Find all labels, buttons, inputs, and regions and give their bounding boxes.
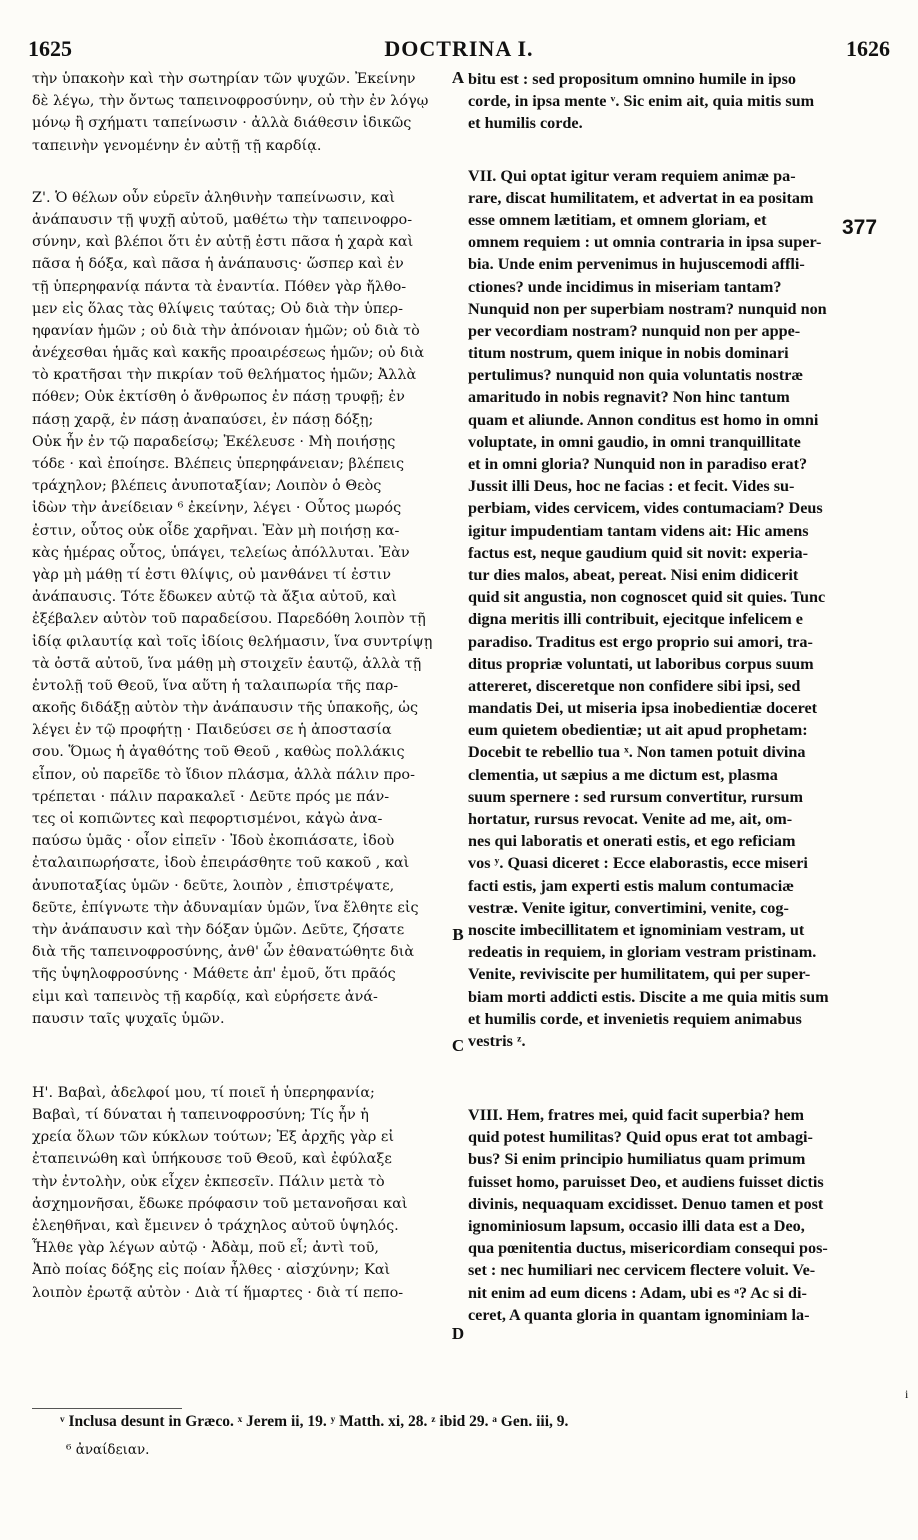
text-line: redeatis in requiem, in gloriam vestram pristinam. bbox=[468, 943, 817, 962]
text-line: Jussit illi Deus, hoc ne facias : et fecit. Vides su- bbox=[468, 477, 795, 496]
text-line: ceret, A quanta gloria in quantam ignominiam la- bbox=[468, 1305, 810, 1324]
text-line: bia. Unde enim pervenimus in hujuscemodi affli- bbox=[468, 255, 805, 274]
text-line: noscite imbecillitatem et ignominiam vestram, ut bbox=[468, 920, 805, 939]
section-marker-c: C bbox=[451, 1036, 465, 1055]
text-line: Βαβαὶ, τί δύναται ἡ ταπεινοφροσύνη; Τίς ἦν ἡ bbox=[32, 1107, 369, 1124]
paragraph-gap bbox=[468, 135, 888, 165]
text-line: ἐταλαιπωρήσατε, ἰδοὺ ἐπειράσθητε τοῦ κακοῦ , καὶ bbox=[32, 855, 410, 872]
footnote-rule bbox=[32, 1408, 182, 1409]
text-line: digna meritis illi contribuit, ejecitque infelicem e bbox=[468, 610, 803, 629]
text-line: amaritudo in nobis regnavit? Non hinc tantum bbox=[468, 388, 790, 407]
text-line: bus? Si enim principio humiliatus quam primum bbox=[468, 1150, 806, 1169]
text-line: rare, discat humilitatem, et advertat in ea positam bbox=[468, 188, 814, 207]
text-line: biam morti addicti estis. Discite a me quia mitis sum bbox=[468, 987, 829, 1006]
page-number-right: 1626 bbox=[846, 36, 890, 61]
text-line: vos ʸ. Quasi diceret : Ecce elaborastis, ecce miseri bbox=[468, 854, 808, 873]
text-line: μόνῳ ἢ σχήματι ταπείνωσιν · ἀλλὰ διάθεσιν ἰδικῶς bbox=[32, 115, 412, 132]
text-line: τῆς ὑψηλοφροσύνης · Μάθετε ἀπ' ἐμοῦ, ὅτι πρᾶός bbox=[32, 966, 396, 983]
text-line: σου. Ὅμως ἡ ἀγαθότης τοῦ Θεοῦ , καθὼς πολλάκις bbox=[32, 744, 405, 761]
text-line: Docebit te rebellio tua ˣ. Non tamen potuit divina bbox=[468, 743, 806, 762]
text-line: μεν εἰς ὅλας τὰς θλίψεις ταύτας; Οὐ διὰ τὴν ὑπερ- bbox=[32, 300, 403, 317]
paragraph-gap bbox=[468, 1052, 888, 1104]
paragraph-gap bbox=[32, 157, 444, 187]
text-line: τὸ κρατῆσαι τὴν πικρίαν τοῦ θελήματος ἡμῶν; Ἀλλὰ bbox=[32, 367, 417, 384]
text-line: ταπεινὴν γενομένην ἐν αὐτῇ τῇ καρδίᾳ. bbox=[32, 137, 322, 154]
text-line: πάσῃ χαρᾷ, ἐν πάσῃ ἀναπαύσει, ἐν πάσῃ δόξῃ; bbox=[32, 411, 374, 428]
text-line: γὰρ μὴ μάθῃ τί ἐστι θλίψις, οὐ μανθάνει τί ἐστιν bbox=[32, 566, 391, 583]
text-line: τῇ ὑπερηφανίᾳ πάντα τὰ ἐναντία. Πόθεν γὰρ ἤλθο- bbox=[32, 278, 407, 295]
section-marker-a: A bbox=[451, 68, 465, 87]
text-line: τὴν ἐντολὴν, οὐκ εἶχεν ἐκπεσεῖν. Πάλιν μετὰ τὸ bbox=[32, 1173, 385, 1190]
text-line: λέγει ἐν τῷ προφήτῃ · Παιδεύσει σε ἡ ἀποστασία bbox=[32, 722, 392, 739]
text-line: ἐταπεινώθη καὶ ὑπήκουσε τοῦ Θεοῦ, καὶ ἐφύλαξε bbox=[32, 1151, 392, 1168]
text-line: ἐλεηθῆναι, καὶ ἔμεινεν ὁ τράχηλος αὐτοῦ ὑψηλός. bbox=[32, 1218, 399, 1234]
text-line: clementia, ut sæpius a me dictum est, plasma bbox=[468, 765, 778, 784]
text-line: eum quietem obedientiæ; ut ait apud prophetam: bbox=[468, 721, 808, 740]
text-line: Ζ'. Ὁ θέλων οὖν εὑρεῖν ἀληθινὴν ταπείνωσιν, καὶ bbox=[32, 189, 396, 206]
text-line: divinis, nequaquam excidisset. Denuo tamen et post bbox=[468, 1194, 824, 1213]
text-line: esse omnem lætitiam, et omnem gloriam, et bbox=[468, 210, 767, 229]
latin-column bbox=[468, 68, 888, 1326]
text-line: et in omni gloria? Nunquid non in paradiso erat? bbox=[468, 455, 808, 473]
text-line: quid potest humilitas? Quid opus erat tot ambagi- bbox=[468, 1128, 813, 1147]
running-title: DOCTRINA I. bbox=[384, 36, 534, 61]
text-line: igitur impudentiam tantam videns ait: Hic amens bbox=[468, 521, 809, 540]
text-line: tur dies malos, abeat, pereat. Nisi enim didicerit bbox=[468, 565, 799, 584]
text-line: paradiso. Traditus est ergo proprio sui amori, tra- bbox=[468, 632, 813, 651]
text-line: perbiam, vides cervicem, vides contumaciam? Deus bbox=[468, 499, 823, 518]
text-line: et humilis corde. bbox=[468, 114, 583, 133]
text-line: titum nostrum, quem inique in nobis dominari bbox=[468, 344, 789, 363]
text-line: attereret, disceretque non confidere sibi ipsi, sed bbox=[468, 676, 801, 695]
text-line: VIII. Hem, fratres mei, quid facit superbia? hem bbox=[468, 1106, 805, 1125]
text-line: τὴν ἀνάπαυσιν καὶ τὴν δόξαν ὑμῶν. Δεῦτε, ζήσατε bbox=[32, 921, 405, 938]
text-line: ἐντολῇ τοῦ Θεοῦ, ἵνα αὕτη ἡ ταλαιπωρία τῆς παρ- bbox=[32, 677, 399, 694]
text-line: πᾶσα ἡ δόξα, καὶ πᾶσα ἡ ἀνάπαυσις· ὥσπερ καὶ ἐν bbox=[32, 256, 404, 273]
text-line: vestris ᶻ. bbox=[468, 1031, 526, 1050]
text-line: hortatur, rursus revocat. Venite ad me, ait, om- bbox=[468, 810, 793, 828]
text-line: quid sit angustia, non cognoscet quid sit quies. Tunc bbox=[468, 588, 826, 607]
text-line: τες οἱ κοπιῶντες καὶ πεφορτισμένοι, κἀγὼ ἀνα- bbox=[32, 811, 383, 827]
text-line: λοιπὸν ἐρωτᾷ αὐτὸν · Διὰ τί ἥμαρτες · διὰ τί πεπο- bbox=[32, 1284, 404, 1301]
footnotes-latin: ᵛ Inclusa desunt in Græco. ˣ Jerem ii, 19. ʸ Matth. xi, 28. ᶻ ibid 29. ᵃ Gen. iii, 9. bbox=[60, 1413, 569, 1430]
text-line: ignominiosum lapsum, occasio illi data est a Deo, bbox=[468, 1217, 805, 1235]
text-line: ἰδὼν τὴν ἀνείδειαν ⁶ ἐκείνην, λέγει · Οὗτος μωρός bbox=[32, 500, 402, 517]
text-line: mandatis Dei, ut miseria ipsa inobedientiæ doceret bbox=[468, 699, 818, 718]
text-line: δεῦτε, ἐπίγνωτε τὴν ἀδυναμίαν ὑμῶν, ἵνα ἔλθητε εἰς bbox=[32, 899, 419, 916]
text-line: qua pœnitentia ductus, misericordiam consequi pos- bbox=[468, 1239, 828, 1258]
text-line: et humilis corde, et invenietis requiem animabus bbox=[468, 1009, 802, 1028]
text-line: ἐστιν, οὗτος οὐκ οἶδε χαρῆναι. Ἐὰν μὴ ποιήσῃ κα- bbox=[32, 522, 400, 539]
text-line: κὰς ἡμέρας οὗτος, ὑπάγει, τελείως ἀπόλλυται. Ἐὰν bbox=[32, 544, 410, 561]
text-line: voluptate, in omni gaudio, in omni tranquillitate bbox=[468, 432, 801, 451]
text-line: Ἀπὸ ποίας δόξης εἰς ποίαν ἦλθες · αἰσχύνην; Καὶ bbox=[32, 1262, 391, 1279]
text-line: nes qui laboratis et onerati estis, et ego reficiam bbox=[468, 832, 796, 851]
text-line: πόθεν; Οὐκ ἐκτίσθη ὁ ἄνθρωπος ἐν πάσῃ τρυφῇ; ἐν bbox=[32, 389, 405, 406]
text-line: ctiones? unde incidimus in miseriam tantam? bbox=[468, 277, 782, 296]
section-marker-b: B bbox=[452, 925, 464, 944]
text-line: εἶπον, οὐ παρεῖδε τὸ ἴδιον πλάσμα, ἀλλὰ πάλιν προ- bbox=[32, 766, 415, 783]
footnote-greek: ⁶ ἀναίδειαν. bbox=[66, 1442, 150, 1458]
text-line: per vecordiam nostram? nunquid non per appe- bbox=[468, 321, 801, 340]
text-line: δὲ λέγω, τὴν ὄντως ταπεινοφροσύνην, οὐ τὴν ἐν λόγῳ bbox=[32, 93, 429, 110]
text-line: suum spernere : sed rursum convertitur, rursum bbox=[468, 787, 803, 806]
text-line: factus est, neque gaudium quid sit novit: experia- bbox=[468, 543, 808, 562]
text-line: ακοῆς διδάξῃ αὐτὸν τὴν ἀνάπαυσιν τῆς ὑπακοῆς, ὡς bbox=[32, 700, 419, 717]
text-line: παυσιν ταῖς ψυχαῖς ὑμῶν. bbox=[32, 1010, 225, 1027]
text-line: ἀνάπαυσιν τῇ ψυχῇ αὐτοῦ, μαθέτω τὴν ταπεινοφρο- bbox=[32, 211, 413, 228]
text-line: quam et aliunde. Annon conditus est homo in omni bbox=[468, 410, 819, 429]
text-line: σύνην, καὶ βλέποι ὅτι ἐν αὐτῇ ἐστι πᾶσα ἡ χαρὰ καὶ bbox=[32, 234, 414, 251]
text-line: χρεία ὅλων τῶν κύκλων τούτων; Ἐξ ἀρχῆς γὰρ εἰ bbox=[32, 1129, 394, 1146]
text-line: omnem requiem : ut omnia contraria in ipsa super- bbox=[468, 233, 822, 252]
text-line: corde, in ipsa mente ᵛ. Sic enim ait, quia mitis sum bbox=[468, 92, 815, 111]
text-line: ηφανίαν ἡμῶν ; οὐ διὰ τὴν ἀπόνοιαν ἡμῶν; οὐ διὰ τὸ bbox=[32, 322, 420, 339]
text-line: Venite, reviviscite per humilitatem, qui per super- bbox=[468, 965, 811, 984]
text-line: τόδε · καὶ ἐποίησε. Βλέπεις ὑπερηφάνειαν; βλέπεις bbox=[32, 456, 405, 472]
text-line: bitu est : sed propositum omnino humile in ipso bbox=[468, 70, 797, 88]
page-number-left: 1625 bbox=[28, 36, 72, 61]
text-line: ἀνάπαυσις. Τότε ἔδωκεν αὐτῷ τὰ ἄξια αὐτοῦ, καὶ bbox=[32, 589, 397, 606]
column-number: 377 bbox=[842, 216, 878, 239]
text-line: παύσω ὑμᾶς · οἷον εἰπεῖν · Ἰδοὺ ἐκοπιάσατε, ἰδοὺ bbox=[32, 833, 395, 850]
text-line: ἰδίᾳ φιλαυτίᾳ καὶ τοῖς ἰδίοις θελήμασιν, ἵνα συντρίψῃ bbox=[32, 633, 433, 650]
text-line: ἀσχημονῆσαι, ἔδωκε πρόφασιν τοῦ μετανοῆσαι καὶ bbox=[32, 1195, 408, 1212]
text-line: pertulimus? nunquid non quia voluntatis nostræ bbox=[468, 366, 804, 385]
text-line: VII. Qui optat igitur veram requiem animæ pa- bbox=[468, 166, 796, 185]
text-line: Nunquid non per superbiam nostram? nunquid non bbox=[468, 299, 827, 318]
margin-mark: i bbox=[905, 1387, 909, 1401]
text-line: Η'. Βαβαὶ, ἀδελφοί μου, τί ποιεῖ ἡ ὑπερηφανία; bbox=[32, 1084, 375, 1101]
text-line: τὰ ὀστᾶ αὐτοῦ, ἵνα μάθῃ μὴ στοιχεῖν ἑαυτῷ, ἀλλὰ τῇ bbox=[32, 655, 422, 672]
text-line: τὴν ὑπακοὴν καὶ τὴν σωτηρίαν τῶν ψυχῶν. Ἐκείνην bbox=[32, 71, 416, 87]
text-line: ditus propriæ voluntati, ut laboribus corpus suum bbox=[468, 654, 814, 673]
text-line: set : nec humiliari nec cervicem flectere voluit. Ve- bbox=[468, 1261, 816, 1280]
text-line: fuisset homo, paruisset Deo, et audiens fuisset dictis bbox=[468, 1172, 824, 1191]
text-line: Οὐκ ἦν ἐν τῷ παραδείσῳ; Ἐκέλευσε · Μὴ ποιήσῃς bbox=[32, 433, 396, 450]
paragraph-gap bbox=[32, 1030, 444, 1082]
text-line: nit enim ad eum dicens : Adam, ubi es ᵃ? Ac si di- bbox=[468, 1283, 807, 1302]
text-line: ἐξέβαλεν αὐτὸν τοῦ παραδείσου. Παρεδόθη λοιπὸν τῇ bbox=[32, 611, 426, 628]
text-line: ἀνυποταξίας ὑμῶν · δεῦτε, λοιπὸν , ἐπιστρέψατε, bbox=[32, 877, 395, 894]
page-header bbox=[28, 36, 890, 64]
text-line: τρέπεται · πάλιν παρακαλεῖ · Δεῦτε πρός με πάν- bbox=[32, 788, 390, 805]
text-line: ἀνέχεσθαι ἡμᾶς καὶ κακῆς προαιρέσεως ἡμῶν; οὐ διὰ bbox=[32, 345, 425, 362]
section-marker-d: D bbox=[451, 1324, 465, 1343]
text-line: facti estis, jam experti estis malum contumaciæ bbox=[468, 876, 794, 895]
text-line: Ἦλθε γὰρ λέγων αὐτῷ · Ἀδὰμ, ποῦ εἶ; ἀντὶ τοῦ, bbox=[32, 1240, 379, 1257]
greek-column bbox=[32, 68, 444, 1304]
text-line: διὰ τῆς ταπεινοφροσύνης, ἀνθ' ὧν ἐθανατώθητε διὰ bbox=[32, 944, 415, 961]
text-line: εἰμι καὶ ταπεινὸς τῇ καρδίᾳ, καὶ εὑρήσετε ἀνά- bbox=[32, 988, 378, 1005]
text-line: vestræ. Venite igitur, convertimini, venite, cog- bbox=[468, 898, 789, 917]
text-line: τράχηλον; βλέπεις ἀνυποταξίαν; Λοιπὸν ὁ Θεὸς bbox=[32, 478, 382, 495]
